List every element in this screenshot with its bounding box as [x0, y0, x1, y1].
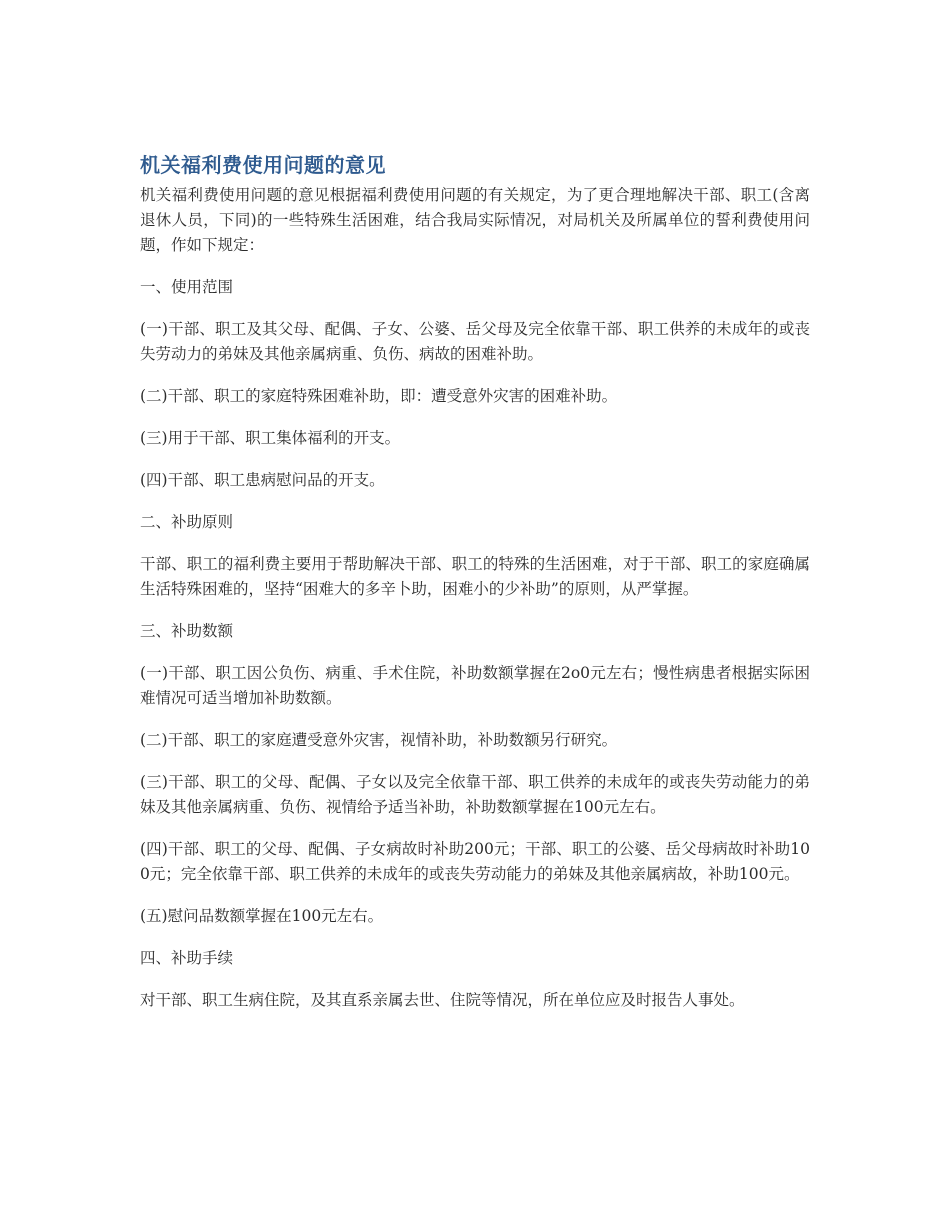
procedure-paragraph: 对干部、职工生病住院，及其直系亲属去世、住院等情况，所在单位应及时报告人事处。 — [140, 991, 745, 1009]
amount-item-2: (二)干部、职工的家庭遭受意外灾害，视情补助，补助数额另行研究。 — [140, 731, 618, 749]
section-heading-amount: 三、补助数额 — [140, 622, 234, 640]
principle-paragraph: 干部、职工的福利费主要用于帮助解决干部、职工的特殊的生活困难，对于干部、职工的家庭确属生活特殊困难的，坚持“困难大的多辛卜助，困难小的少补助”的原则，从严掌握。 — [140, 555, 810, 598]
section-heading-procedure: 四、补助手续 — [140, 949, 234, 967]
scope-item-1: (一)干部、职工及其父母、配偶、子女、公婆、岳父母及完全依靠干部、职工供养的未成年的或丧失劳动力的弟妹及其他亲属病重、负伤、病故的困难补助。 — [140, 320, 810, 363]
section-heading-principle: 二、补助原则 — [140, 513, 234, 531]
scope-item-4: (四)干部、职工患病慰问品的开支。 — [140, 471, 385, 489]
intro-paragraph: 机关福利费使用问题的意见根据福利费使用问题的有关规定，为了更合理地解决干部、职工(含离退休人员，下同)的一些特殊生活困难，结合我局实际情况，对局机关及所属单位的誓利费使用问题，作如下规定： — [140, 186, 810, 254]
amount-item-5: (五)慰问品数额掌握在100元左右。 — [140, 907, 384, 925]
document-body — [140, 151, 810, 1030]
amount-item-3: (三)干部、职工的父母、配偶、子女以及完全依靠干部、职工供养的未成年的或丧失劳动能力的弟妹及其他亲属病重、负伤、视情给予适当补助，补助数额掌握在100元左右。 — [140, 773, 810, 816]
scope-item-2: (二)干部、职工的家庭特殊困难补助，即：遭受意外灾害的困难补助。 — [140, 387, 618, 405]
scope-item-3: (三)用于干部、职工集体福利的开支。 — [140, 429, 401, 447]
document-title: 机关福利费使用问题的意见 — [140, 153, 386, 177]
amount-item-1: (一)干部、职工因公负伤、病重、手术住院，补助数额掌握在2o0元左右；慢性病患者根据实际困难情况可适当增加补助数额。 — [140, 664, 810, 707]
amount-item-4: (四)干部、职工的父母、配偶、子女病故时补助200元；干部、职工的公婆、岳父母病故时补助100元；完全依靠干部、职工供养的未成年的或丧失劳动能力的弟妹及其他亲属病故，补助100元。 — [140, 840, 810, 883]
section-heading-scope: 一、使用范围 — [140, 278, 234, 296]
